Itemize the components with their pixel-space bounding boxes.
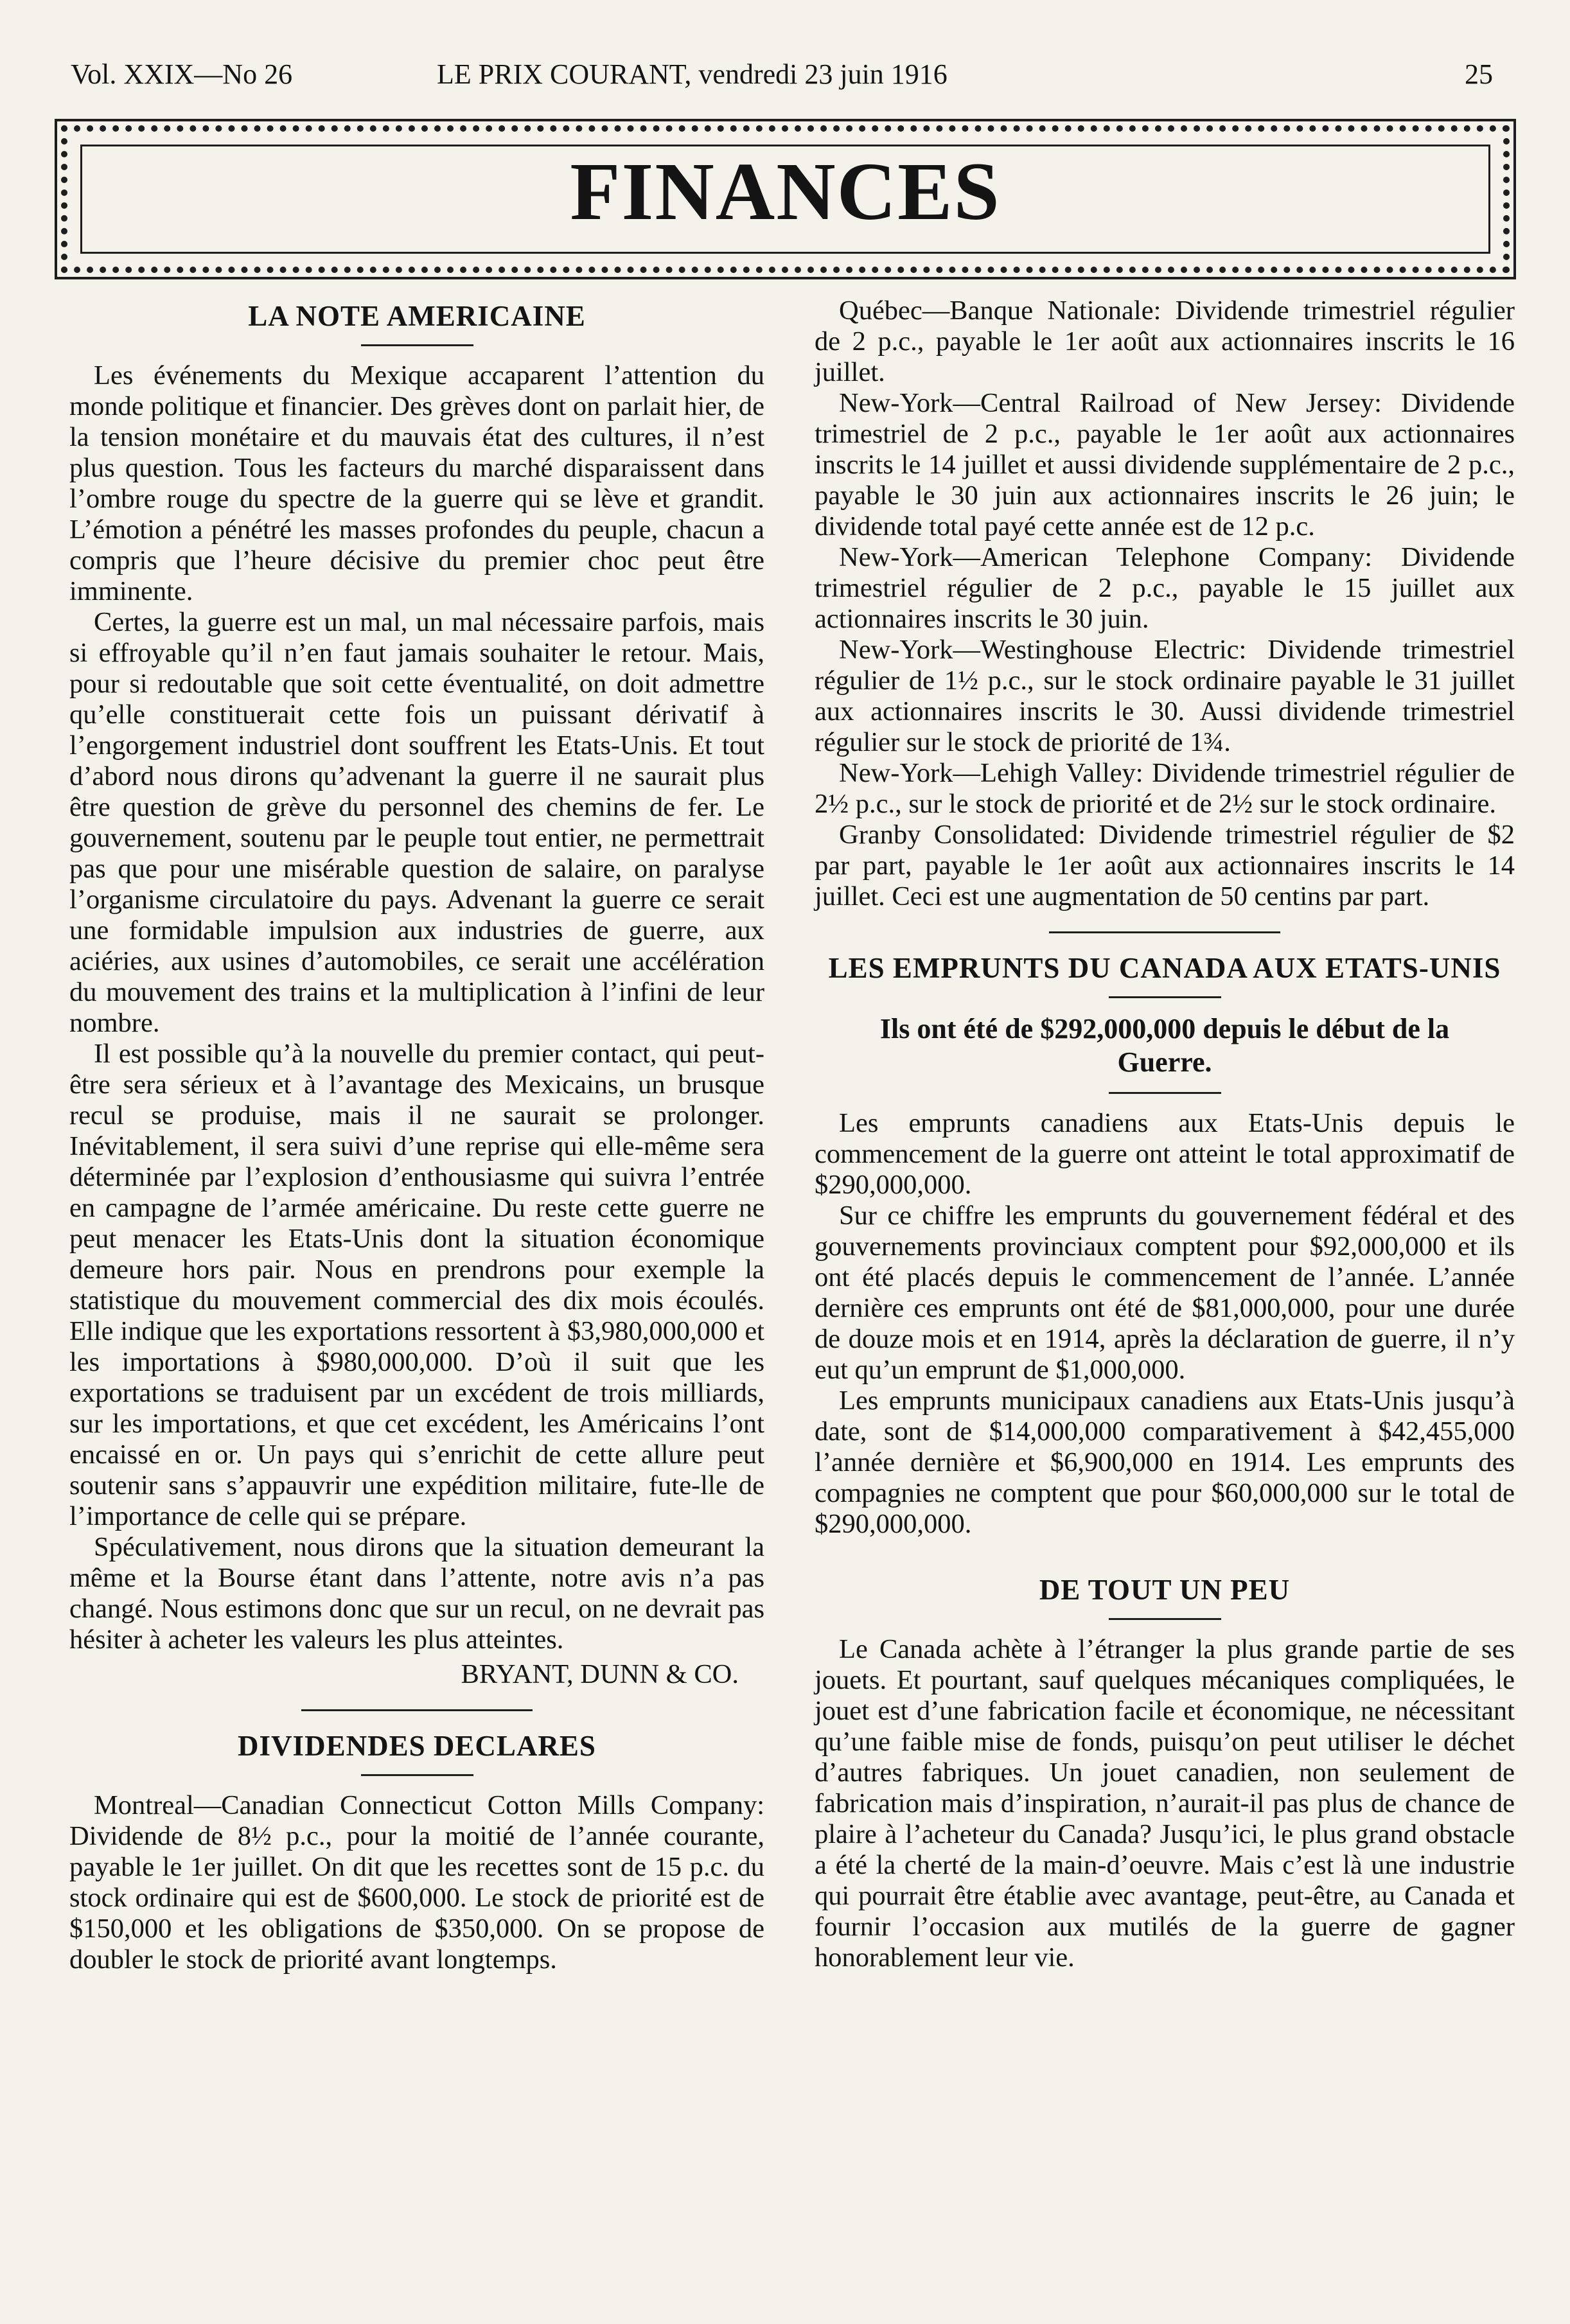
- article-paragraph: Le Canada achète à l’étranger la plus grande partie de ses jouets. Et pourtant, sauf quelques mécaniques compliquées, le jouet est d’une fabrication facile et économique, ne nécessitant qu’une faible mise de fonds, puisqu’on peut utiliser le déchet d’autres fabriques. Un jouet canadien, non seulement de fabrication mais d’inspiration, n’aurait-il pas plus de chance de plaire à l’acheteur du Canada? Jusqu’ici, le plus grand obstacle a été la cherté de la main-d’oeuvre. Mais c’est là une industrie qui pourrait être établie avec avantage, peut-être, au Canada et fournir l’occasion aux mutilés de la guerre de gagner honorablement leur vie.: [815, 1634, 1515, 1973]
- spacer: [815, 1540, 1515, 1569]
- article-heading-note: LA NOTE AMERICAINE: [248, 300, 586, 332]
- dividend-entry: Granby Consolidated: Dividende trimestriel régulier de $2 par part, payable le 1er août aux actionnaires inscrits le 14 juillet. Ceci est une augmentation de 50 centins par part.: [815, 820, 1515, 911]
- divider: [1109, 1092, 1221, 1094]
- divider: [301, 1709, 533, 1711]
- article-paragraph: Les emprunts canadiens aux Etats-Unis depuis le commencement de la guerre ont atteint le total approximatif de $290,000,000.: [815, 1108, 1515, 1200]
- section-banner: [61, 125, 1510, 273]
- article-paragraph: Il est possible qu’à la nouvelle du premier contact, qui peut-être sera sérieux et à l’avantage des Mexicains, un brusque recul se produise, mais il ne saurait se prolonger. Inévitablement, il sera suivi d’une reprise qui elle-même sera déterminée par l’explosion d’enthousiasme qui suivra l’entrée en campagne de l’armée américaine. Du reste cette guerre ne peut menacer les Etats-Unis dont la situation économique demeure hors pair. Nous en prendrons pour exemple la statistique du mouvement commercial des dix mois écoulés. Elle indique que les exportations ressortent à $3,980,000,000 et les importations à $980,000,000. D’où il suit que les exportations se traduisent par un excédent de trois milliards, sur les importations, et que cet excédent, les Américains l’ont encaissé en or. Un pays qui s’enrichit de cette allure peut soutenir sans s’appauvrir une expédition militaire, fute-lle de l’importance de celle qui se prépare.: [69, 1039, 764, 1531]
- article-paragraph: Spéculativement, nous dirons que la situation demeurant la même et la Bourse étant dans l’attente, notre avis n’a pas changé. Nous estimons donc que sur un recul, on ne devrait pas hésiter à acheter les valeurs les plus atteintes.: [69, 1532, 764, 1655]
- publication-dateline: LE PRIX COURANT, vendredi 23 juin 1916: [437, 58, 948, 90]
- divider: [361, 344, 473, 346]
- article-paragraph: Les emprunts municipaux canadiens aux Etats-Unis jusqu’à date, sont de $14,000,000 comparativement à $42,455,000 l’année dernière et $6,900,000 en 1914. Les emprunts des compagnies ne comptent que pour $60,000,000 sur le total de $290,000,000.: [815, 1386, 1515, 1539]
- dividend-entry: New-York—Lehigh Valley: Dividende trimestriel régulier de 2½ p.c., sur le stock de priorité et de 2½ sur le stock ordinaire.: [815, 758, 1515, 819]
- divider: [1109, 1618, 1221, 1620]
- dividend-entry: New-York—American Telephone Company: Dividende trimestriel régulier de 2 p.c., payable le 15 juillet aux actionnaires inscrits le 30 juin.: [815, 542, 1515, 634]
- volume-number: Vol. XXIX—No 26: [71, 58, 293, 90]
- dividend-entry: New-York—Central Railroad of New Jersey: Dividende trimestriel de 2 p.c., payable le 1er août aux actionnaires inscrits le 14 juillet et aussi dividende supplémentaire de 2 p.c., payable le 30 juin aux actionnaires inscrits le 26 juin; le dividende total payé cette année est de 12 p.c.: [815, 388, 1515, 541]
- article-signature: BRYANT, DUNN & CO.: [461, 1659, 739, 1689]
- page-number: 25: [1465, 58, 1493, 90]
- divider: [1109, 996, 1221, 998]
- running-header: [71, 58, 1493, 103]
- article-heading-dividends: DIVIDENDES DECLARES: [238, 1730, 596, 1762]
- section-title: FINANCES: [570, 146, 1001, 237]
- right-column: [815, 295, 1515, 1973]
- article-paragraph: Certes, la guerre est un mal, un mal nécessaire parfois, mais si effroyable qu’il n’en faut jamais souhaiter le retour. Mais, pour si redoutable que soit cette éventualité, on doit admettre qu’elle constituerait cette fois un puissant dérivatif à l’engorgement industriel dont souffrent les Etats-Unis. Et tout d’abord nous dirons qu’advenant la guerre il ne saurait plus être question de grève du personnel des chemins de fer. Le gouvernement, soutenu par le peuple tout entier, ne permettrait pas que pour une misérable question de salaire, on paralyse l’organisme circulatoire du pays. Advenant la guerre ce serait une formidable impulsion aux industries de guerre, aux aciéries, aux usines d’automobiles, ce serait une accélération du mouvement des trains et la multiplication à l’infini de leur nombre.: [69, 607, 764, 1038]
- article-subheading: Ils ont été de $292,000,000 depuis le début de la Guerre.: [879, 1013, 1450, 1078]
- left-column: [69, 295, 764, 1975]
- article-paragraph: Les événements du Mexique accaparent l’attention du monde politique et financier. Des grèves dont on parlait hier, de la tension monétaire et du mauvais état des cultures, il n’est plus question. Tous les facteurs du marché disparaissent dans l’ombre rouge du spectre de la guerre qui se lève et grandit. L’émotion a pénétré les masses profondes du peuple, chacun a compris que l’heure décisive du premier choc peut être imminente.: [69, 360, 764, 606]
- divider: [361, 1774, 473, 1776]
- article-paragraph: Sur ce chiffre les emprunts du gouvernement fédéral et des gouvernements provinciaux comptent pour $92,000,000 et ils ont été placés depuis le commencement de l’année. L’année dernière ces emprunts ont été de $81,000,000, pour une durée de douze mois et en 1914, après la déclaration de guerre, il n’y eut qu’un emprunt de $1,000,000.: [815, 1201, 1515, 1385]
- article-heading-loans: LES EMPRUNTS DU CANADA AUX ETATS-UNIS: [828, 952, 1501, 984]
- dividend-entry: Québec—Banque Nationale: Dividende trimestriel régulier de 2 p.c., payable le 1er août aux actionnaires inscrits le 16 juillet.: [815, 295, 1515, 387]
- article-heading-misc: DE TOUT UN PEU: [1039, 1574, 1291, 1606]
- divider: [1049, 931, 1280, 933]
- article-paragraph: Montreal—Canadian Connecticut Cotton Mills Company: Dividende de 8½ p.c., pour la moitié de l’année courante, payable le 1er juillet. On dit que les recettes sont de 15 p.c. du stock ordinaire qui est de $600,000. Le stock de priorité est de $150,000 et les obligations de $350,000. On se propose de doubler le stock de priorité avant longtemps.: [69, 1790, 764, 1975]
- dividend-entry: New-York—Westinghouse Electric: Dividende trimestriel régulier de 1½ p.c., sur le stock ordinaire payable le 31 juillet aux actionnaires inscrits le 30. Aussi dividende trimestriel régulier sur le stock de priorité de 1¾.: [815, 635, 1515, 757]
